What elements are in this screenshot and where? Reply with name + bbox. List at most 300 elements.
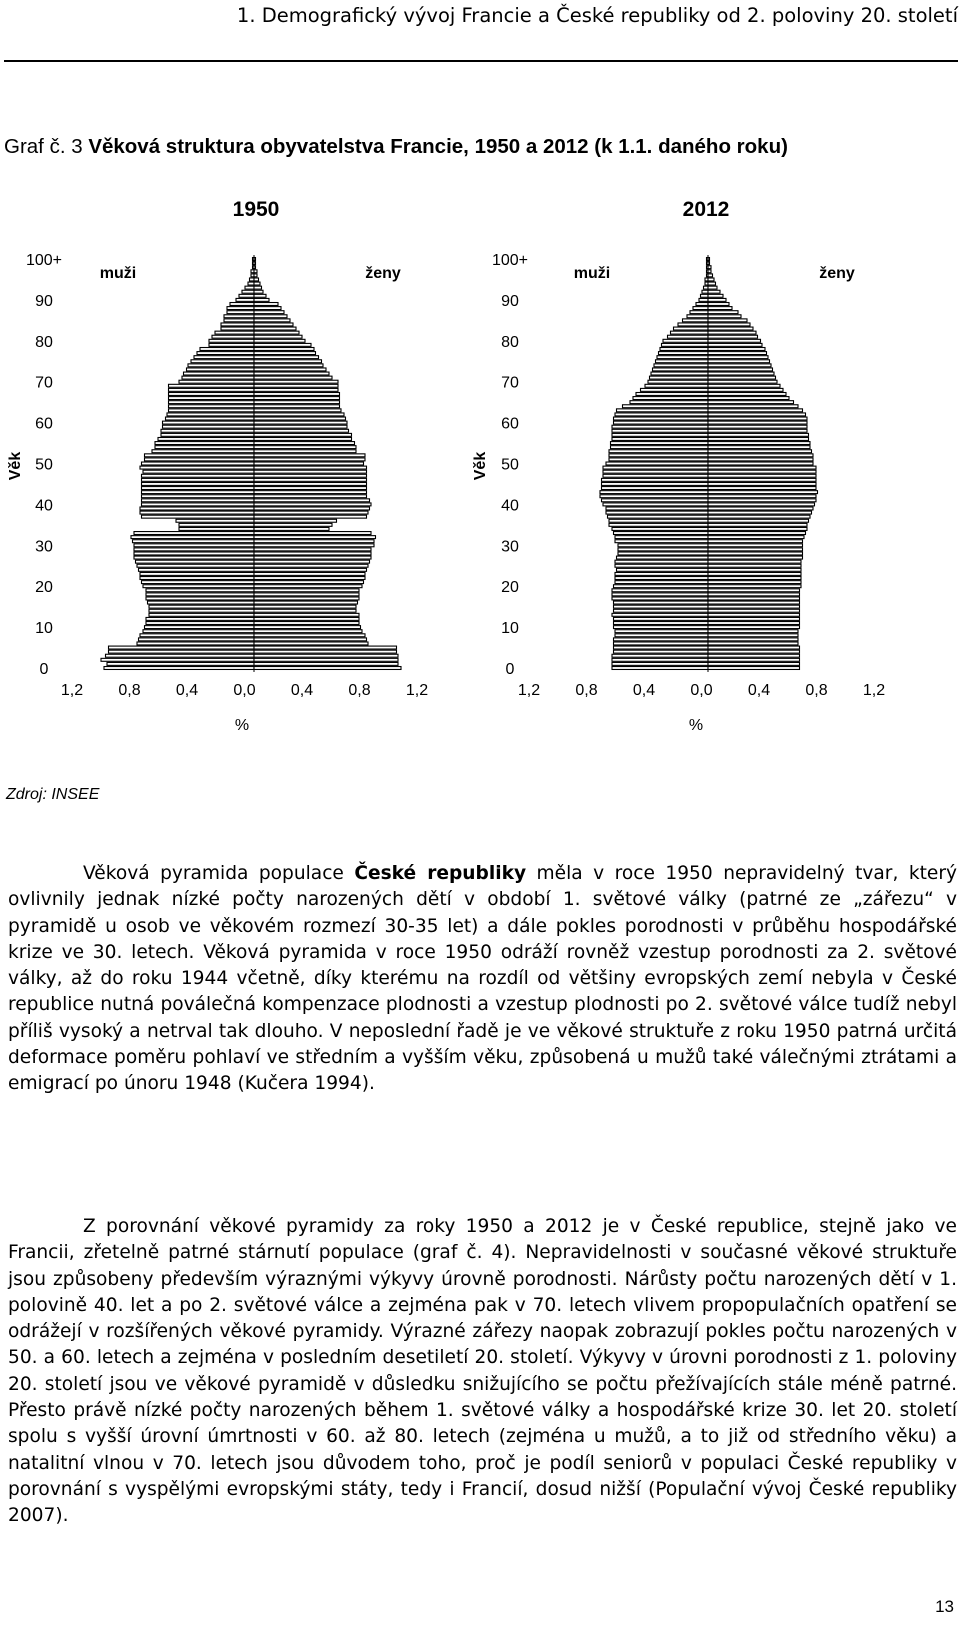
bar-male-age-61 (166, 417, 255, 420)
pyramid-title: 1950 (232, 198, 280, 221)
bar-female-age-41 (254, 499, 370, 502)
bar-male-age-25 (615, 564, 708, 567)
bar-female-age-43 (254, 491, 367, 494)
bar-female-age-46 (254, 478, 367, 481)
bar-female-age-95 (254, 278, 259, 281)
bar-male-age-95 (250, 278, 255, 281)
x-tick-label: 0,8 (118, 682, 141, 699)
paragraph-1-start: Věková pyramida populace (83, 863, 355, 884)
page-number: 13 (935, 1597, 954, 1616)
y-tick-label: 100+ (25, 252, 63, 269)
bar-female-age-82 (708, 331, 756, 334)
bar-female-age-49 (254, 466, 367, 469)
bar-female-age-37 (254, 515, 367, 518)
bar-male-age-50 (142, 462, 255, 465)
y-tick-label: 30 (501, 538, 519, 556)
bar-male-age-7 (139, 638, 255, 641)
bar-female-age-54 (708, 446, 810, 449)
bar-male-age-64 (169, 405, 255, 408)
bar-female-age-84 (254, 323, 293, 326)
bar-male-age-77 (659, 352, 709, 355)
bar-male-age-85 (683, 319, 709, 322)
bar-female-age-86 (254, 315, 287, 318)
bar-male-age-43 (142, 491, 255, 494)
bar-male-age-42 (600, 495, 708, 498)
bar-female-age-37 (708, 515, 810, 518)
bar-female-age-20 (254, 585, 362, 588)
bar-male-age-66 (169, 397, 255, 400)
bar-male-age-74 (654, 364, 708, 367)
bar-female-age-67 (708, 393, 786, 396)
bar-male-age-79 (209, 343, 254, 346)
bar-female-age-36 (254, 519, 337, 522)
bar-female-age-69 (708, 384, 780, 387)
bar-female-age-23 (708, 572, 801, 575)
bar-male-age-8 (615, 634, 708, 637)
x-tick-label: 0,8 (575, 682, 598, 699)
label-male: muži (99, 265, 137, 282)
bar-female-age-60 (708, 421, 807, 424)
bar-female-age-16 (708, 601, 800, 604)
bar-female-age-13 (254, 613, 359, 616)
bar-male-age-88 (227, 307, 254, 310)
bar-female-age-24 (708, 568, 801, 571)
x-tick-label: 0,0 (233, 682, 256, 699)
bar-female-age-11 (254, 622, 359, 625)
bar-male-age-19 (612, 589, 708, 592)
bar-male-age-76 (657, 356, 708, 359)
bar-male-age-44 (142, 487, 255, 490)
bar-female-age-7 (708, 638, 798, 641)
bar-male-age-60 (163, 421, 255, 424)
bar-female-age-9 (708, 630, 798, 633)
bar-male-age-61 (614, 417, 709, 420)
bar-female-age-42 (254, 495, 367, 498)
bar-male-age-90 (699, 298, 708, 301)
bar-female-age-38 (708, 511, 812, 514)
bar-male-age-67 (169, 393, 255, 396)
bar-female-age-10 (254, 626, 361, 629)
y-tick-label: 40 (35, 497, 53, 515)
bar-male-age-62 (167, 413, 254, 416)
bar-female-age-36 (708, 519, 809, 522)
bar-male-age-78 (660, 348, 708, 351)
bar-female-age-92 (254, 290, 263, 293)
bar-male-age-9 (143, 630, 254, 633)
bar-male-age-91 (701, 294, 709, 297)
bar-female-age-90 (708, 298, 726, 301)
label-female: ženy (819, 265, 855, 282)
bar-male-age-83 (221, 327, 254, 330)
bar-female-age-87 (708, 311, 738, 314)
bar-male-age-6 (614, 642, 709, 645)
bar-male-age-50 (606, 462, 708, 465)
bar-male-age-58 (161, 429, 254, 432)
bar-male-age-33 (134, 532, 254, 535)
bar-female-age-57 (708, 433, 809, 436)
bar-female-age-28 (254, 552, 371, 555)
bar-female-age-45 (254, 482, 367, 485)
bar-male-age-68 (641, 388, 709, 391)
bar-female-age-56 (708, 437, 809, 440)
bar-female-age-81 (708, 335, 758, 338)
bar-male-age-10 (614, 626, 709, 629)
figure-caption (4, 132, 944, 162)
bar-female-age-63 (254, 409, 341, 412)
bar-female-age-2 (254, 658, 398, 661)
bar-female-age-70 (254, 380, 338, 383)
bar-male-age-34 (179, 527, 254, 530)
bar-female-age-25 (254, 564, 368, 567)
bar-female-age-3 (708, 654, 800, 657)
bar-male-age-53 (152, 450, 254, 453)
bar-male-age-64 (623, 405, 709, 408)
bar-female-age-76 (254, 356, 319, 359)
bar-male-age-27 (617, 556, 709, 559)
bar-male-age-58 (612, 429, 708, 432)
bar-female-age-12 (254, 617, 359, 620)
bar-male-age-56 (158, 437, 254, 440)
bar-female-age-65 (708, 401, 794, 404)
bar-female-age-40 (708, 503, 815, 506)
bar-female-age-72 (254, 372, 329, 375)
bar-male-age-24 (139, 568, 255, 571)
bar-female-age-43 (708, 491, 818, 494)
bar-female-age-57 (254, 433, 352, 436)
bar-male-age-40 (603, 503, 708, 506)
bar-female-age-48 (708, 470, 816, 473)
bar-female-age-10 (708, 626, 800, 629)
bar-female-age-94 (254, 282, 260, 285)
bar-female-age-30 (254, 544, 374, 547)
y-tick-label: 100+ (491, 252, 529, 269)
bar-male-age-37 (142, 515, 255, 518)
bar-male-age-51 (609, 458, 708, 461)
bar-female-age-16 (254, 601, 358, 604)
bar-female-age-55 (254, 442, 355, 445)
bar-female-age-78 (708, 348, 765, 351)
bar-male-age-12 (146, 617, 254, 620)
bar-female-age-51 (708, 458, 813, 461)
bar-male-age-5 (614, 646, 709, 649)
bar-female-age-77 (708, 352, 767, 355)
bar-male-age-63 (617, 409, 709, 412)
bar-female-age-49 (708, 466, 816, 469)
bar-female-age-19 (254, 589, 359, 592)
bar-female-age-87 (254, 311, 284, 314)
bar-male-age-13 (612, 613, 708, 616)
bar-female-age-27 (254, 556, 371, 559)
bar-male-age-2 (612, 658, 708, 661)
bar-male-age-89 (696, 303, 708, 306)
bar-male-age-0 (104, 667, 254, 670)
bar-female-age-91 (708, 294, 723, 297)
bar-male-age-30 (134, 544, 254, 547)
bar-female-age-35 (708, 523, 807, 526)
bar-male-age-26 (136, 560, 255, 563)
bar-female-age-60 (254, 421, 347, 424)
bar-female-age-50 (254, 462, 364, 465)
bar-female-age-81 (254, 335, 302, 338)
bar-male-age-75 (656, 360, 709, 363)
bar-female-age-9 (254, 630, 362, 633)
bar-male-age-21 (142, 581, 255, 584)
bar-male-age-75 (191, 360, 254, 363)
bar-female-age-14 (708, 609, 800, 612)
bar-male-age-19 (146, 589, 254, 592)
bar-male-age-88 (693, 307, 708, 310)
bar-female-age-56 (254, 437, 352, 440)
bar-male-age-1 (612, 662, 708, 665)
bar-female-age-15 (254, 605, 356, 608)
bar-male-age-94 (248, 282, 254, 285)
bar-female-age-84 (708, 323, 750, 326)
bar-male-age-72 (651, 372, 708, 375)
y-tick-label: 60 (35, 415, 53, 433)
y-tick-label: 90 (501, 292, 519, 310)
y-tick-label: 50 (501, 456, 519, 474)
bar-male-age-70 (179, 380, 254, 383)
bar-female-age-83 (708, 327, 753, 330)
bar-female-age-73 (708, 368, 773, 371)
bar-male-age-39 (606, 507, 708, 510)
y-tick-label: 0 (39, 661, 49, 678)
bar-male-age-29 (134, 548, 254, 551)
bar-female-age-24 (254, 568, 367, 571)
bar-female-age-28 (708, 552, 803, 555)
bar-male-age-89 (230, 303, 254, 306)
bar-male-age-31 (615, 540, 708, 543)
bar-male-age-85 (224, 319, 254, 322)
bar-male-age-59 (163, 425, 255, 428)
y-tick-label: 90 (35, 292, 53, 310)
bar-male-age-74 (188, 364, 254, 367)
bar-male-age-30 (618, 544, 708, 547)
bar-male-age-78 (200, 348, 254, 351)
bar-male-age-18 (612, 593, 708, 596)
bar-female-age-67 (254, 393, 340, 396)
bar-female-age-78 (254, 348, 314, 351)
bar-male-age-62 (615, 413, 708, 416)
bar-male-age-49 (140, 466, 254, 469)
bar-female-age-17 (254, 597, 359, 600)
bar-male-age-71 (182, 376, 254, 379)
bar-male-age-38 (606, 511, 708, 514)
bar-female-age-83 (254, 327, 296, 330)
x-tick-label: 0,4 (632, 682, 656, 699)
bar-female-age-18 (708, 593, 800, 596)
bar-female-age-22 (254, 577, 365, 580)
bar-male-age-17 (612, 597, 708, 600)
bar-male-age-83 (674, 327, 709, 330)
bar-male-age-11 (614, 622, 709, 625)
figure-caption-prefix: Graf č. 3 (4, 135, 89, 158)
bar-male-age-66 (633, 397, 708, 400)
bar-male-age-55 (611, 442, 709, 445)
bar-male-age-42 (142, 495, 255, 498)
bar-male-age-23 (140, 572, 254, 575)
x-tick-label: 1,2 (405, 682, 429, 699)
bar-male-age-41 (602, 499, 709, 502)
bar-female-age-5 (254, 646, 397, 649)
bar-male-age-57 (612, 433, 708, 436)
bar-male-age-13 (149, 613, 254, 616)
bar-male-age-44 (602, 487, 709, 490)
bar-female-age-79 (708, 343, 762, 346)
bar-female-age-40 (254, 503, 371, 506)
bar-male-age-3 (106, 654, 255, 657)
bar-female-age-0 (254, 667, 401, 670)
y-tick-label: 70 (35, 374, 53, 392)
bar-male-age-27 (134, 556, 254, 559)
y-tick-label: 40 (501, 497, 519, 515)
bar-female-age-53 (254, 450, 356, 453)
bar-male-age-36 (609, 519, 708, 522)
bar-male-age-20 (614, 585, 709, 588)
bar-female-age-38 (254, 511, 368, 514)
bar-female-age-3 (254, 654, 398, 657)
y-axis-title: Věk (472, 451, 489, 481)
y-axis-title: Věk (7, 451, 24, 481)
paragraph-1-bold: České republiky (354, 863, 527, 884)
bar-female-age-12 (708, 617, 800, 620)
bar-male-age-45 (602, 482, 709, 485)
bar-female-age-61 (254, 417, 346, 420)
x-tick-label: 0,4 (747, 682, 771, 699)
figure-source: Zdroj: INSEE (6, 786, 100, 803)
bar-male-age-81 (212, 335, 254, 338)
bar-male-age-76 (194, 356, 254, 359)
bar-male-age-1 (107, 662, 254, 665)
running-header: 1. Demografický vývoj Francie a České republiky od 2. poloviny 20. století (236, 4, 958, 27)
bar-male-age-45 (142, 482, 255, 485)
bar-male-age-72 (184, 372, 255, 375)
bar-male-age-87 (227, 311, 254, 314)
bar-female-age-20 (708, 585, 801, 588)
bar-female-age-66 (708, 397, 789, 400)
bar-female-age-42 (708, 495, 816, 498)
bar-female-age-34 (254, 527, 329, 530)
bar-male-age-23 (615, 572, 708, 575)
y-tick-label: 0 (505, 661, 515, 678)
bar-female-age-73 (254, 368, 326, 371)
bar-male-age-93 (245, 286, 254, 289)
bar-female-age-30 (708, 544, 803, 547)
bar-female-age-11 (708, 622, 800, 625)
bar-male-age-32 (615, 536, 708, 539)
bar-male-age-35 (179, 523, 254, 526)
bar-female-age-71 (254, 376, 332, 379)
bar-female-age-31 (708, 540, 803, 543)
bar-male-age-15 (149, 605, 254, 608)
bar-male-age-4 (614, 650, 709, 653)
bar-male-age-68 (169, 388, 255, 391)
bar-female-age-64 (254, 405, 340, 408)
bar-male-age-60 (614, 421, 709, 424)
paragraph-1 (8, 861, 957, 1098)
bar-male-age-28 (134, 552, 254, 555)
y-tick-label: 10 (35, 620, 53, 638)
bar-male-age-26 (615, 560, 708, 563)
bar-female-age-74 (254, 364, 323, 367)
x-tick-label: 0,0 (690, 682, 713, 699)
bar-male-age-46 (602, 478, 709, 481)
x-axis-title: % (688, 717, 704, 734)
bar-male-age-57 (161, 433, 254, 436)
bar-male-age-5 (109, 646, 255, 649)
bar-male-age-69 (169, 384, 255, 387)
bar-female-age-22 (708, 577, 801, 580)
bar-female-age-34 (708, 527, 807, 530)
bar-male-age-82 (215, 331, 254, 334)
bar-female-age-45 (708, 482, 816, 485)
bar-female-age-92 (708, 290, 720, 293)
bar-female-age-75 (708, 360, 770, 363)
bar-female-age-86 (708, 315, 741, 318)
bar-male-age-39 (140, 507, 254, 510)
bar-female-age-33 (708, 532, 806, 535)
bar-female-age-62 (708, 413, 806, 416)
bar-female-age-85 (708, 319, 747, 322)
bar-female-age-94 (708, 282, 716, 285)
bar-male-age-48 (143, 470, 254, 473)
bar-female-age-27 (708, 556, 803, 559)
bar-female-age-39 (708, 507, 813, 510)
y-tick-label: 30 (35, 538, 53, 556)
bar-female-age-89 (254, 303, 278, 306)
bar-female-age-2 (708, 658, 800, 661)
bar-male-age-17 (146, 597, 254, 600)
bar-female-age-0 (708, 667, 800, 670)
bar-female-age-18 (254, 593, 359, 596)
bar-female-age-79 (254, 343, 311, 346)
x-tick-label: 1,2 (517, 682, 541, 699)
x-tick-label: 0,8 (805, 682, 828, 699)
bar-female-age-62 (254, 413, 344, 416)
bar-male-age-15 (614, 605, 709, 608)
bar-female-age-88 (708, 307, 732, 310)
bar-male-age-32 (131, 536, 254, 539)
bar-male-age-7 (614, 638, 709, 641)
bar-male-age-14 (614, 609, 709, 612)
bar-male-age-33 (614, 532, 709, 535)
bar-male-age-14 (149, 609, 254, 612)
bar-male-age-22 (140, 577, 254, 580)
bar-male-age-73 (653, 368, 709, 371)
y-tick-label: 50 (35, 456, 53, 474)
label-female: ženy (365, 265, 401, 282)
x-tick-label: 1,2 (862, 682, 886, 699)
bar-male-age-91 (239, 294, 254, 297)
x-tick-label: 0,8 (348, 682, 371, 699)
bar-female-age-21 (254, 581, 364, 584)
bar-male-age-51 (145, 458, 255, 461)
y-tick-label: 70 (501, 374, 519, 392)
bar-female-age-74 (708, 364, 771, 367)
bar-female-age-88 (254, 307, 281, 310)
bar-female-age-25 (708, 564, 801, 567)
bar-male-age-8 (140, 634, 254, 637)
bar-female-age-17 (708, 597, 800, 600)
bar-female-age-7 (254, 638, 367, 641)
bar-female-age-96 (708, 274, 713, 277)
bar-female-age-33 (254, 532, 371, 535)
bar-male-age-65 (630, 401, 708, 404)
bar-male-age-80 (209, 339, 254, 342)
bar-female-age-90 (254, 298, 269, 301)
bar-male-age-47 (142, 474, 255, 477)
bar-male-age-2 (101, 658, 254, 661)
